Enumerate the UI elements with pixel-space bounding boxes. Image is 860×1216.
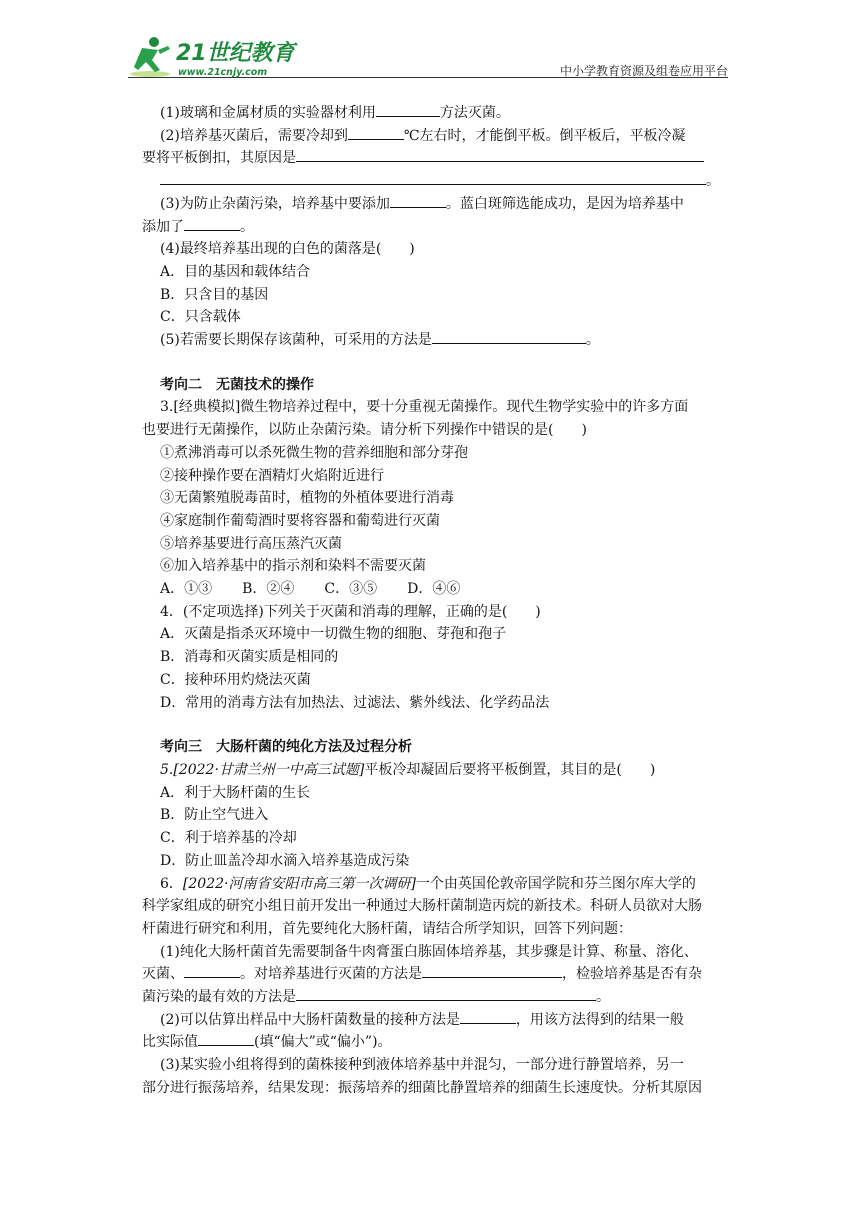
answer-blank[interactable] — [184, 963, 240, 978]
answer-blank[interactable] — [160, 170, 706, 185]
option: B．只含目的基因 — [160, 286, 269, 303]
question-6: 6．[2022·河南省安阳市高三第一次调研]一个由英国伦敦帝国学院和芬兰图尔库大学的 — [160, 875, 696, 892]
list-item: ①煮沸消毒可以杀死微生物的营养细胞和部分芽孢 — [160, 444, 468, 461]
page-header — [128, 34, 728, 80]
option: C．利于培养基的冷却 — [160, 830, 297, 847]
answer-blank[interactable] — [296, 986, 596, 1001]
list-item: ②接种操作要在酒精灯火焰附近进行 — [160, 467, 384, 484]
option: D．防止皿盖冷却水滴入培养基造成污染 — [160, 852, 410, 869]
answer-blank[interactable] — [198, 1031, 254, 1046]
document-body: (1)玻璃和金属材质的实验器材利用 方法灭菌。 (2)培养基灭菌后，需要冷却到 ℃左右时，才能倒平板。倒平板后，平板冷凝 要将平板倒扣，其原因是 。 (3)为防止杂菌污染，培养基中要添加 。蓝白斑筛选能成功，是因为培养基中 添加了 。 (4)最终培养基出现的白色的菌落是( ) A．目的基因和载体结合 B．只含目的基因 C．只含载体 (5)若需要长期保存该菌种，可采用的方法是 。 考向二 无菌技术的操作 3.[经典模拟]微生物培养过程中，要十分重视无菌操作。现代生物学实验中的许多方面 也要进行无菌操作，以防止杂菌污染。请分析下列操作中错误的是( ) ①煮沸消毒可以杀死微生物的营养细胞和部分芽孢 ②接种操作要在酒精灯火焰附近进行 ③无菌繁殖脱毒苗时，植物的外植体要进行消毒 ④家庭制作葡萄酒时要将容器和葡萄进行灭菌 ⑤培养基要进行高压蒸汽灭菌 ⑥加入培养基中的指示剂和染料不需要灭菌 A．①③ B．②④ C．③⑤ D．④⑥ 4．(不定项选择)下列关于灭菌和消毒的理解，正确的是( ) A．灭菌是指杀灭环境中一切微生物的细胞、芽孢和孢子 B．消毒和灭菌实质是相同的 C．接种环用灼烧法灭菌 D．常用的消毒方法有加热法、过滤法、紫外线法、化学药品法 考向三 大肠杆菌的纯化方法及过程分析 5.[2022·甘肃兰州一中高三试题]平板冷却凝固后要将平板倒置，其目的是( ) A．利于大肠杆菌的生长 B．防止空气进入 C．利于培养基的冷却 D．防止皿盖冷却水滴入培养基造成污染 6．[2022·河南省安阳市高三第一次调研]一个由英国伦敦帝国学院和芬兰图尔库大学的 科学家组成的研究小组日前开发出一种通过大肠杆菌制造丙烷的新技术。科研人员欲对大肠 杆菌进行研究和利用，首先要纯化大肠杆菌，请结合所学知识，回答下列问题： (1)纯化大肠杆菌首先需要制备牛肉膏蛋白胨固体培养基，其步骤是计算、称量、溶化、 灭菌、 。对培养基进行灭菌的方法是 ，检验培养基是否有杂 菌污染的最有效的方法是 。 (2)可以估算出样品中大肠杆菌数量的接种方法是 ，用该方法得到的结果一般 比实际值 (填“偏大”或“偏小”)。 (3)某实验小组将得到的菌株接种到液体培养基中并混匀，一部分进行静置培养，另一 部分进行振荡培养，结果发现：振荡培养的细菌比静置培养的细菌生长速度快。分析其原因 — [142, 102, 732, 1100]
option: A．利于大肠杆菌的生长 — [160, 784, 311, 801]
answer-blank[interactable] — [432, 329, 586, 344]
list-item: ④家庭制作葡萄酒时要将容器和葡萄进行灭菌 — [160, 512, 440, 529]
svg-text:www.21cnjy.com: www.21cnjy.com — [178, 67, 268, 78]
section-title: 考向二 无菌技术的操作 — [160, 376, 314, 393]
option: D．常用的消毒方法有加热法、过滤法、紫外线法、化学药品法 — [160, 694, 550, 711]
answer-blank[interactable] — [390, 193, 446, 208]
q-prev-part1: (1)玻璃和金属材质的实验器材利用 方法灭菌。 — [142, 102, 732, 125]
answer-blank[interactable] — [348, 125, 404, 140]
list-item: ⑤培养基要进行高压蒸汽灭菌 — [160, 535, 342, 552]
option: B．消毒和灭菌实质是相同的 — [160, 649, 339, 666]
answer-blank[interactable] — [376, 102, 440, 117]
svg-text:21世纪教育: 21世纪教育 — [176, 41, 295, 66]
option: C．接种环用灼烧法灭菌 — [160, 671, 311, 688]
header-divider — [128, 77, 728, 78]
q-prev-part3: (3)为防止杂菌污染，培养基中要添加 。蓝白斑筛选能成功，是因为培养基中 — [142, 193, 732, 216]
logo-21cnjy — [128, 34, 298, 80]
answer-blank[interactable] — [422, 963, 562, 978]
option: A．灭菌是指杀灭环境中一切微生物的细胞、芽孢和孢子 — [160, 626, 507, 643]
answer-blank[interactable] — [296, 147, 704, 162]
section-title: 考向三 大肠杆菌的纯化方法及过程分析 — [160, 739, 412, 756]
list-item: ③无菌繁殖脱毒苗时，植物的外植体要进行消毒 — [160, 490, 454, 507]
q-prev-part4: (4)最终培养基出现的白色的菌落是( ) — [160, 241, 415, 258]
options-row: A．①③ B．②④ C．③⑤ D．④⑥ — [160, 581, 461, 598]
option: C．只含载体 — [160, 309, 241, 326]
question-3: 3.[经典模拟]微生物培养过程中，要十分重视无菌操作。现代生物学实验中的许多方面 — [160, 399, 689, 416]
option: B．防止空气进入 — [160, 807, 269, 824]
question-5: 5.[2022·甘肃兰州一中高三试题]平板冷却凝固后要将平板倒置，其目的是( ) — [160, 761, 656, 778]
list-item: ⑥加入培养基中的指示剂和染料不需要灭菌 — [160, 558, 426, 575]
answer-blank[interactable] — [184, 216, 240, 231]
q-prev-part5: (5)若需要长期保存该菌种，可采用的方法是 。 — [142, 329, 732, 352]
platform-name: 中小学教育资源及组卷应用平台 — [559, 64, 728, 78]
option: A．目的基因和载体结合 — [160, 263, 311, 280]
question-4: 4．(不定项选择)下列关于灭菌和消毒的理解，正确的是( ) — [160, 603, 541, 620]
answer-blank[interactable] — [460, 1009, 516, 1024]
q-prev-part2: (2)培养基灭菌后，需要冷却到 ℃左右时，才能倒平板。倒平板后，平板冷凝 — [142, 125, 732, 148]
